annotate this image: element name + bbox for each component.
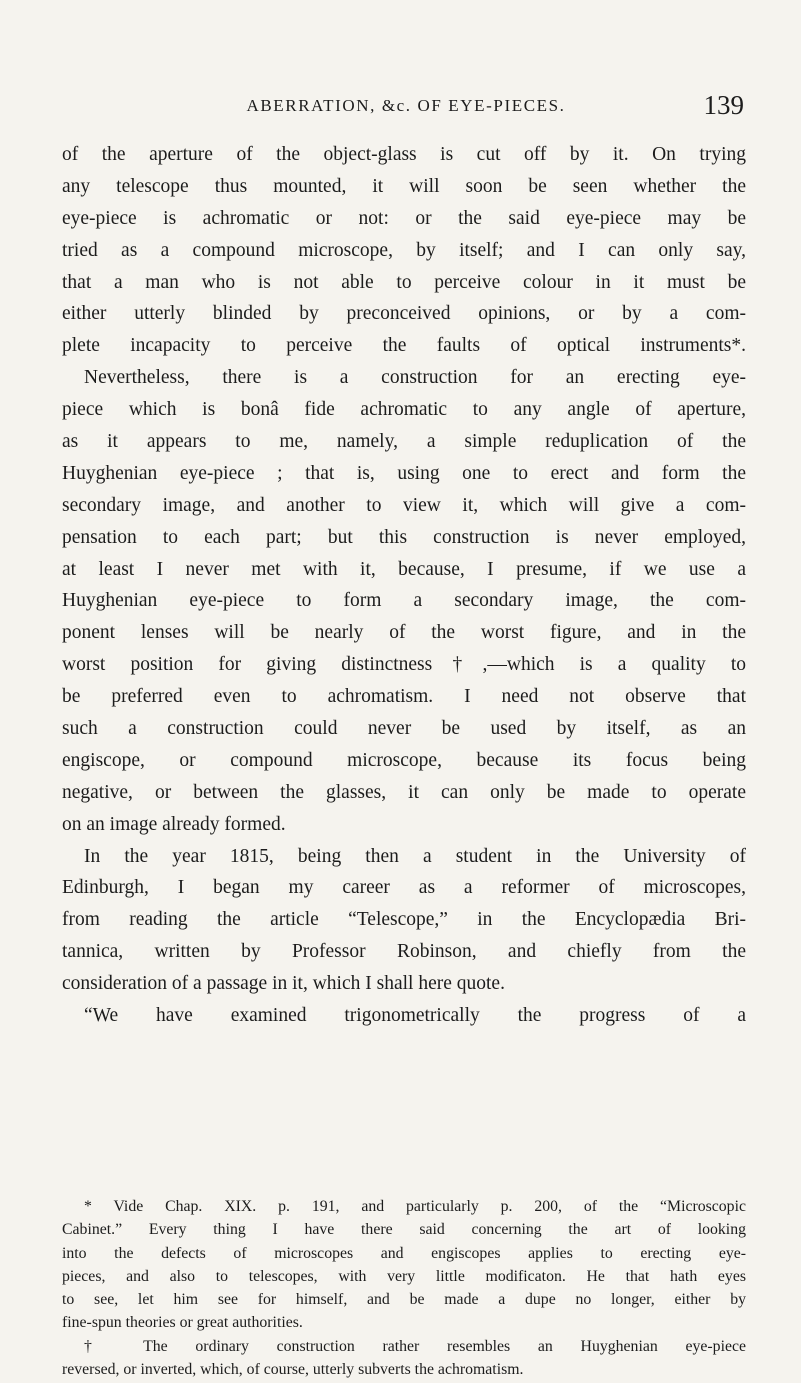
footnote-line: † The ordinary construction rather resembles an Huyghenian eye-piece: [84, 1337, 746, 1355]
body-line: be preferred even to achromatism. I need not observe that: [62, 686, 746, 708]
body-line: any telescope thus mounted, it will soon be seen whether the: [62, 175, 746, 197]
body-line: eye-piece is achromatic or not: or the said eye-piece may be: [62, 207, 746, 229]
body-line: “We have examined trigonometrically the progress of a: [84, 1005, 746, 1027]
body-line: plete incapacity to perceive the faults of optical instruments*.: [62, 335, 746, 357]
body-line: tannica, written by Professor Robinson, and chiefly from the: [62, 941, 746, 963]
footnotes: [62, 1195, 746, 1381]
body-line: piece which is bonâ fide achromatic to any angle of aperture,: [62, 399, 746, 421]
body-line: worst position for giving distinctness†,—which is a quality to: [62, 654, 746, 676]
body-line: on an image already formed.: [62, 813, 286, 835]
footnote-line: reversed, or inverted, which, of course, utterly subverts the achromatism.: [62, 1361, 524, 1379]
body-line: as it appears to me, namely, a simple reduplication of the: [62, 431, 746, 453]
footnote-line: * Vide Chap. XIX. p. 191, and particularly p. 200, of the “Microscopic: [84, 1198, 746, 1215]
body-line: Nevertheless, there is a construction for an erecting eye-: [84, 367, 746, 389]
footnote-line: to see, let him see for himself, and be made a dupe no longer, either by: [62, 1291, 746, 1309]
body-line: In the year 1815, being then a student in the University of: [84, 845, 746, 867]
page-number: 139: [703, 90, 744, 120]
body-line: Huyghenian eye-piece to form a secondary image, the com-: [62, 590, 746, 612]
body-line: engiscope, or compound microscope, because its focus being: [62, 749, 746, 771]
body-text: [62, 139, 746, 1032]
footnote-line: Cabinet.” Every thing I have there said concerning the art of looking: [62, 1221, 746, 1239]
body-line: negative, or between the glasses, it can only be made to operate: [62, 781, 746, 803]
footnote-line: into the defects of microscopes and engiscopes applies to erecting eye-: [62, 1244, 746, 1262]
body-line: that a man who is not able to perceive colour in it must be: [62, 271, 746, 293]
running-title: ABERRATION, &c. OF EYE-PIECES.: [246, 96, 566, 115]
body-line: either utterly blinded by preconceived opinions, or by a com-: [62, 303, 746, 325]
body-line: pensation to each part; but this construction is never employed,: [62, 526, 746, 548]
body-line: Huyghenian eye-piece ; that is, using one to erect and form the: [62, 462, 746, 484]
body-line: of the aperture of the object-glass is cut off by it. On trying: [62, 144, 746, 165]
body-line: at least I never met with it, because, I presume, if we use a: [62, 558, 746, 580]
footnote-line: fine-spun theories or great authorities.: [62, 1314, 303, 1332]
body-line: from reading the article “Telescope,” in the Encyclopædia Bri-: [62, 909, 746, 931]
footnote-line: pieces, and also to telescopes, with very little modificaton. He that hath eyes: [62, 1267, 746, 1285]
body-line: consideration of a passage in it, which I shall here quote.: [62, 973, 505, 995]
body-line: such a construction could never be used by itself, as an: [62, 718, 746, 740]
body-line: secondary image, and another to view it, which will give a com-: [62, 494, 746, 516]
body-line: tried as a compound microscope, by itself; and I can only say,: [62, 239, 746, 261]
running-head: [62, 90, 744, 122]
body-line: ponent lenses will be nearly of the worst figure, and in the: [62, 622, 746, 644]
body-line: Edinburgh, I began my career as a reformer of microscopes,: [62, 877, 746, 899]
